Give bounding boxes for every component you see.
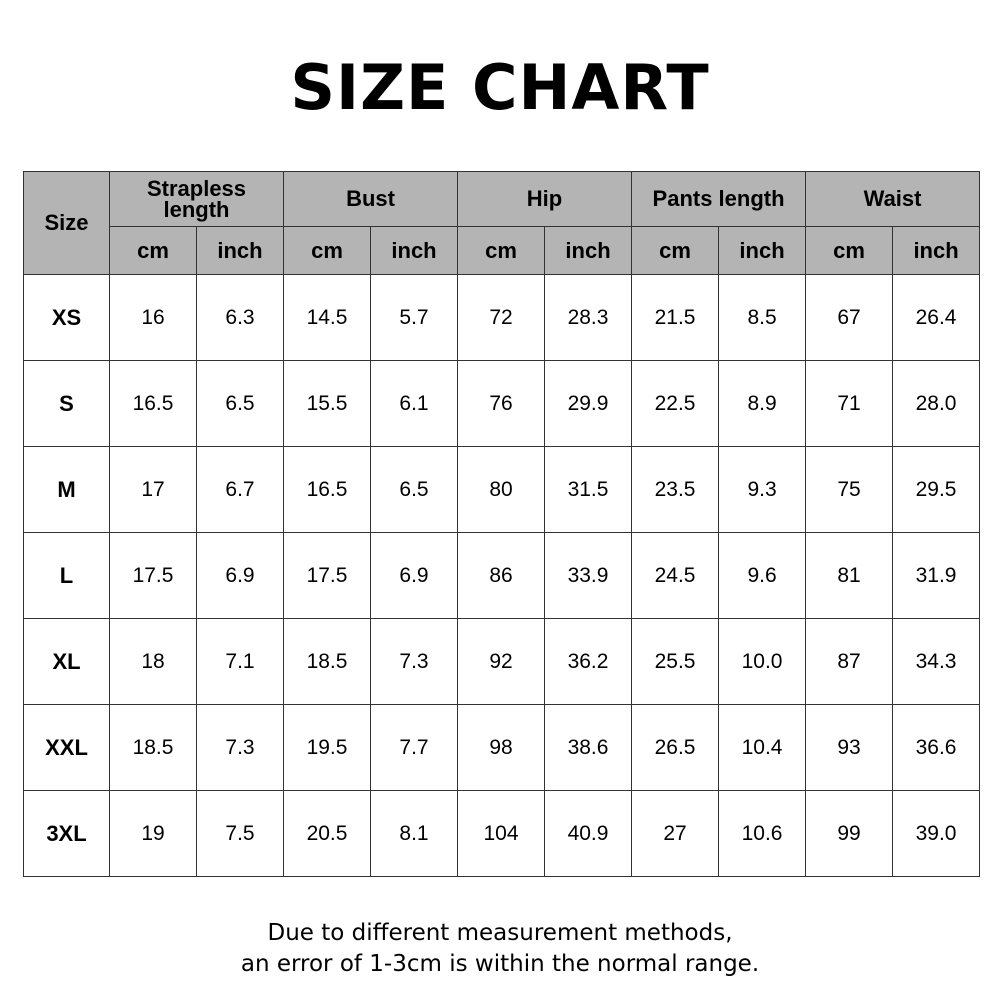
measurement-cell: 21.5	[632, 275, 719, 361]
measurement-cell: 24.5	[632, 533, 719, 619]
measurement-cell: 16	[110, 275, 197, 361]
measurement-cell: 38.6	[545, 705, 632, 791]
size-label-cell: XL	[24, 619, 110, 705]
size-label-cell: XXL	[24, 705, 110, 791]
measurement-cell: 20.5	[284, 791, 371, 877]
size-column-header: Size	[24, 172, 110, 275]
measurement-cell: 18	[110, 619, 197, 705]
measurement-cell: 71	[806, 361, 893, 447]
table-row	[24, 361, 980, 447]
measurement-cell: 33.9	[545, 533, 632, 619]
size-table-body	[24, 275, 980, 877]
group-header-bust: Bust	[284, 172, 458, 227]
header-row-units	[24, 227, 980, 275]
measurement-cell: 19.5	[284, 705, 371, 791]
measurement-cell: 10.6	[719, 791, 806, 877]
measurement-cell: 6.9	[371, 533, 458, 619]
measurement-cell: 87	[806, 619, 893, 705]
measurement-cell: 6.7	[197, 447, 284, 533]
measurement-cell: 7.5	[197, 791, 284, 877]
measurement-cell: 17.5	[110, 533, 197, 619]
measurement-cell: 92	[458, 619, 545, 705]
size-chart-table	[23, 171, 980, 877]
measurement-cell: 7.7	[371, 705, 458, 791]
measurement-cell: 26.5	[632, 705, 719, 791]
group-header-hip: Hip	[458, 172, 632, 227]
size-label-cell: L	[24, 533, 110, 619]
measurement-cell: 19	[110, 791, 197, 877]
measurement-cell: 10.0	[719, 619, 806, 705]
unit-header-inch: inch	[371, 227, 458, 275]
measurement-cell: 8.9	[719, 361, 806, 447]
measurement-cell: 80	[458, 447, 545, 533]
measurement-cell: 6.3	[197, 275, 284, 361]
measurement-cell: 7.3	[371, 619, 458, 705]
measurement-cell: 6.5	[197, 361, 284, 447]
measurement-cell: 17	[110, 447, 197, 533]
table-row	[24, 447, 980, 533]
measurement-cell: 28.3	[545, 275, 632, 361]
measurement-cell: 76	[458, 361, 545, 447]
measurement-cell: 14.5	[284, 275, 371, 361]
note-line-2: an error of 1-3cm is within the normal range.	[240, 951, 760, 977]
measurement-cell: 67	[806, 275, 893, 361]
group-header-pants-length: Pants length	[632, 172, 806, 227]
measurement-cell: 40.9	[545, 791, 632, 877]
measurement-cell: 6.5	[371, 447, 458, 533]
unit-header-inch: inch	[893, 227, 980, 275]
measurement-cell: 104	[458, 791, 545, 877]
measurement-cell: 86	[458, 533, 545, 619]
measurement-cell: 23.5	[632, 447, 719, 533]
measurement-cell: 25.5	[632, 619, 719, 705]
measurement-note	[0, 918, 1000, 980]
group-header-strapless-length: Strapless length	[110, 172, 284, 227]
measurement-cell: 81	[806, 533, 893, 619]
measurement-cell: 6.1	[371, 361, 458, 447]
measurement-cell: 5.7	[371, 275, 458, 361]
measurement-cell: 31.5	[545, 447, 632, 533]
unit-header-inch: inch	[545, 227, 632, 275]
measurement-cell: 28.0	[893, 361, 980, 447]
measurement-cell: 75	[806, 447, 893, 533]
measurement-cell: 99	[806, 791, 893, 877]
table-row	[24, 533, 980, 619]
page-title: SIZE CHART	[290, 51, 710, 124]
measurement-cell: 16.5	[284, 447, 371, 533]
measurement-cell: 6.9	[197, 533, 284, 619]
measurement-cell: 36.2	[545, 619, 632, 705]
measurement-cell: 22.5	[632, 361, 719, 447]
group-header-waist: Waist	[806, 172, 980, 227]
measurement-cell: 9.3	[719, 447, 806, 533]
measurement-cell: 8.1	[371, 791, 458, 877]
unit-header-cm: cm	[458, 227, 545, 275]
table-row	[24, 791, 980, 877]
unit-header-cm: cm	[806, 227, 893, 275]
note-line-1: Due to different measurement methods,	[267, 920, 733, 946]
measurement-cell: 8.5	[719, 275, 806, 361]
measurement-cell: 7.1	[197, 619, 284, 705]
measurement-cell: 93	[806, 705, 893, 791]
table-row	[24, 705, 980, 791]
measurement-cell: 27	[632, 791, 719, 877]
measurement-cell: 18.5	[284, 619, 371, 705]
measurement-cell: 29.9	[545, 361, 632, 447]
measurement-cell: 72	[458, 275, 545, 361]
table-row	[24, 275, 980, 361]
header-row-groups	[24, 172, 980, 227]
measurement-cell: 34.3	[893, 619, 980, 705]
measurement-cell: 15.5	[284, 361, 371, 447]
size-label-cell: S	[24, 361, 110, 447]
measurement-cell: 26.4	[893, 275, 980, 361]
unit-header-cm: cm	[284, 227, 371, 275]
unit-header-cm: cm	[110, 227, 197, 275]
measurement-cell: 17.5	[284, 533, 371, 619]
measurement-cell: 9.6	[719, 533, 806, 619]
measurement-cell: 10.4	[719, 705, 806, 791]
size-label-cell: XS	[24, 275, 110, 361]
unit-header-cm: cm	[632, 227, 719, 275]
measurement-cell: 18.5	[110, 705, 197, 791]
measurement-cell: 29.5	[893, 447, 980, 533]
unit-header-inch: inch	[197, 227, 284, 275]
table-row	[24, 619, 980, 705]
measurement-cell: 31.9	[893, 533, 980, 619]
measurement-cell: 16.5	[110, 361, 197, 447]
measurement-cell: 7.3	[197, 705, 284, 791]
measurement-cell: 39.0	[893, 791, 980, 877]
unit-header-inch: inch	[719, 227, 806, 275]
measurement-cell: 98	[458, 705, 545, 791]
size-label-cell: 3XL	[24, 791, 110, 877]
measurement-cell: 36.6	[893, 705, 980, 791]
size-label-cell: M	[24, 447, 110, 533]
